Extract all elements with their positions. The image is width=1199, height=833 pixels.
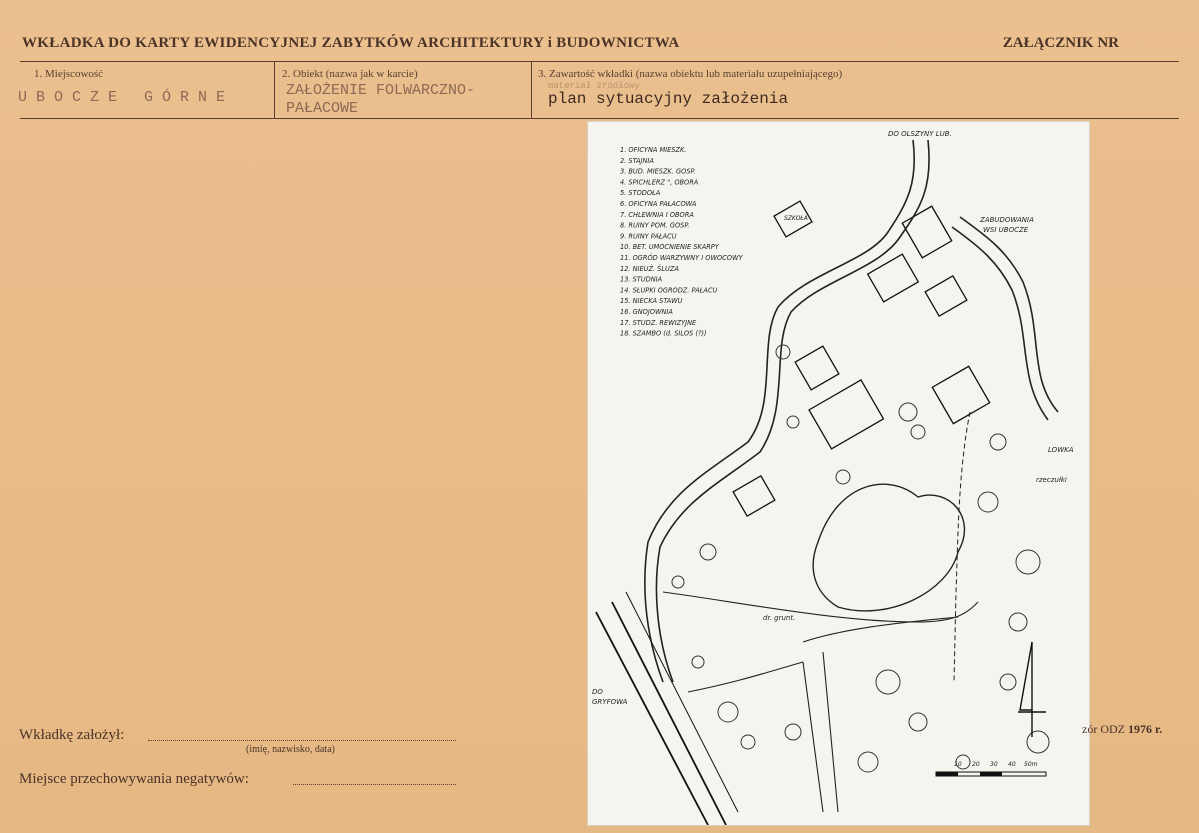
site-plan-drawing xyxy=(588,122,1089,825)
label-buildings-1: ZABUDOWANIA xyxy=(980,216,1034,224)
legend-entry: 10. BET. UMOCNIENIE SKARPY xyxy=(620,243,719,252)
legend-entry: 6. OFICYNA PAŁACOWA xyxy=(620,200,697,208)
object-value-line2: PAŁACOWE xyxy=(286,100,359,117)
created-by-label: Wkładkę założył: xyxy=(19,727,125,743)
legend-entry: 12. NIEUŻ. ŚLUZA xyxy=(620,264,679,273)
negatives-location-label: Miejsce przechowywania negatywów: xyxy=(19,771,249,787)
legend-entry: 5. STODOŁA xyxy=(620,189,661,198)
legend-entry: 7. CHLEWNIA I OBORA xyxy=(620,210,694,219)
legend-entry: 1. OFICYNA MIESZK. xyxy=(620,146,687,154)
site-plan-photo xyxy=(588,122,1089,825)
label-buildings-2: WSI UBOCZE xyxy=(983,226,1029,234)
north-arrow-icon xyxy=(1018,642,1046,737)
attachment-number-label: ZAŁĄCZNIK NR xyxy=(1002,35,1119,51)
card-title: WKŁADKA DO KARTY EWIDENCYJNEJ ZABYTKÓW ARCHITEKTURY i BUDOWNICTWA xyxy=(22,35,680,51)
legend-entry: 11. OGRÓD WARZYWNY I OWOCOWY xyxy=(620,254,743,262)
scale-tick-10: 10 xyxy=(954,761,962,768)
scale-tick-30: 30 xyxy=(990,761,998,768)
buildings xyxy=(733,201,990,516)
legend-entry: 8. RUINY POM. GOSP. xyxy=(620,221,690,230)
object-value-line1: ZAŁOŻENIE FOLWARCZNO- xyxy=(286,82,476,99)
legend-entry: 3. BUD. MIESZK. GOSP. xyxy=(620,167,696,176)
label-olszyny: DO OLSZYNY LUB. xyxy=(888,130,952,138)
header-rule-top xyxy=(20,61,1179,62)
label-dirt-road: dr. grunt. xyxy=(763,614,796,622)
legend-entry: 13. STUDNIA xyxy=(620,275,663,284)
scale-bar xyxy=(936,761,1046,776)
header-rule-bottom xyxy=(20,118,1179,119)
trees xyxy=(672,345,1049,772)
legend-entry: 2. STAJNIA xyxy=(620,156,654,165)
locality-label: 1. Miejscowość xyxy=(34,68,104,80)
negatives-location-line xyxy=(293,784,456,785)
content-faded-text: materiał źródłowy xyxy=(548,81,640,91)
legend-entry: 15. NIECKA STAWU xyxy=(620,297,683,306)
created-by-hint: (imię, nazwisko, data) xyxy=(246,744,335,755)
main-road xyxy=(596,592,738,825)
label-lowka: LOWKA xyxy=(1048,446,1074,454)
form-template-year: 1976 r. xyxy=(1127,722,1163,736)
locality-value: UBOCZE GÓRNE xyxy=(18,89,235,106)
scale-tick-20: 20 xyxy=(972,761,980,768)
legend-entry: 16. GNOJOWNIA xyxy=(620,308,673,316)
label-stream: rzeczułki xyxy=(1036,476,1067,484)
created-by-line xyxy=(148,740,456,741)
field-divider-2 xyxy=(531,62,532,118)
legend-entry: 14. SŁUPKI OGRODZ. PAŁACU xyxy=(620,286,718,295)
form-template-prefix: zór ODZ xyxy=(1082,722,1125,736)
legend-entry: 18. SZAMBO (d. SILOS (?)) xyxy=(620,329,707,338)
scale-tick-40: 40 xyxy=(1008,761,1016,768)
roads xyxy=(645,140,1058,812)
legend-entry: 4. SPICHLERZ ", OBORA xyxy=(620,178,699,187)
scale-tick-50: 50m xyxy=(1024,761,1038,768)
legend-entry: 17. STUDZ. REWIZYJNE xyxy=(620,318,697,327)
label-gryfow-1: DO xyxy=(592,688,603,696)
map-legend xyxy=(620,146,743,338)
pond-basin xyxy=(813,484,964,611)
form-template-note xyxy=(1082,722,1162,737)
field-divider-1 xyxy=(274,62,275,118)
label-school: SZKOŁA xyxy=(784,215,808,222)
legend-entry: 9. RUINY PAŁACU xyxy=(620,232,677,241)
content-label: 3. Zawartość wkładki (nazwa obiektu lub materiału uzupełniającego) xyxy=(538,68,843,80)
label-gryfow-2: GRYFOWA xyxy=(592,698,628,706)
content-value: plan sytuacyjny założenia xyxy=(548,90,789,108)
object-label: 2. Obiekt (nazwa jak w karcie) xyxy=(282,68,418,80)
